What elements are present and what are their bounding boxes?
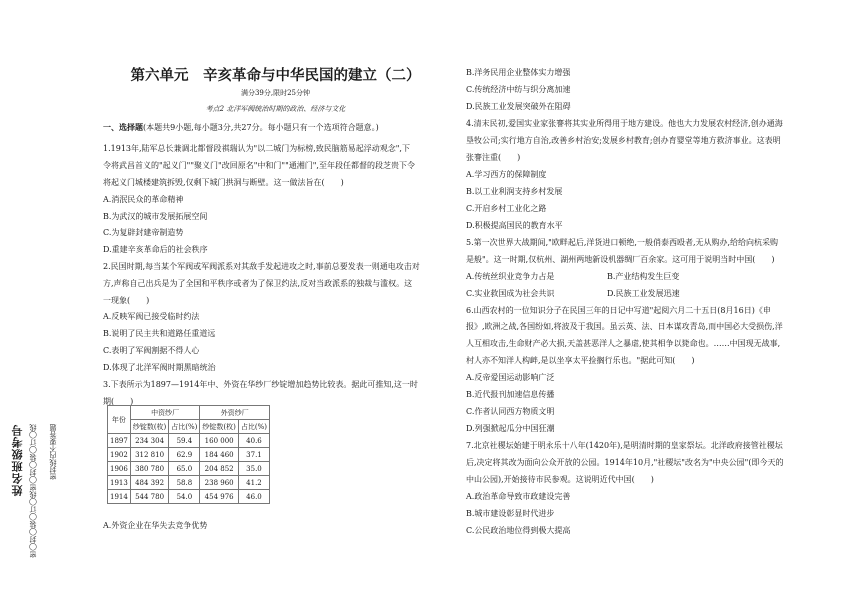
table-cell: 1902 xyxy=(108,448,131,462)
q5-option: D.民族工业发展迅速 xyxy=(607,289,680,298)
table-cell: 41.2 xyxy=(238,476,269,490)
page-title: 第六单元 辛亥革命与中华民国的建立（二） xyxy=(130,68,421,84)
table-cell: 35.0 xyxy=(238,462,269,476)
table-header-row xyxy=(108,406,270,420)
q5-line: 5.第一次世界大战期间,"欧畔起后,洋货进口顿绝,一般俏泰西殴者,无从购办,给给向杭采购 xyxy=(466,238,779,247)
q5-option: C.实业救国成为社会共识 xyxy=(466,289,555,298)
q6-option: B.近代报刊加速信息传播 xyxy=(466,390,555,399)
table-cell: 37.1 xyxy=(238,448,269,462)
q6-line: 人互相攻击,生命财产必大损,天盖甚恶洋人之暴虐,使其相争以毙命也。……中国现无战事, xyxy=(466,339,781,348)
q3-option: D.民族工业发展突破外在阻碍 xyxy=(466,102,571,111)
q4-line: 4.清末民初,爱国实业家张謇将其实业所得用于地方建设。他也大力发展农村经济,创办通海 xyxy=(466,119,783,128)
section-label: 一、选择题 xyxy=(103,123,143,132)
section-note: (本题共9小题,每小题3分,共27分。每小题只有一个选项符合题意。) xyxy=(143,123,379,132)
q2-option: A.反映军阀已接受临时约法 xyxy=(103,312,200,321)
table-header-cell: 占比(%) xyxy=(238,420,269,434)
table-row xyxy=(108,462,270,476)
table-cell: 1897 xyxy=(108,434,131,448)
table-cell: 380 780 xyxy=(130,462,168,476)
binding-margin xyxy=(8,424,68,604)
q3-option: C.传统经济中纺与织分离加速 xyxy=(466,85,571,94)
q1-option: B.为武汉的城市发展拓展空间 xyxy=(103,212,208,221)
table-header-cell: 占比(%) xyxy=(169,420,200,434)
q7-option: A.政治革命导致市政建设完善 xyxy=(466,492,571,501)
table-cell: 184 460 xyxy=(200,448,238,462)
q1-option: A.消泯民众的革命精神 xyxy=(103,195,184,204)
q3-option: A.外资企业在华失去竞争优势 xyxy=(103,521,208,530)
table-cell: 238 960 xyxy=(200,476,238,490)
q3-line: 期( ) xyxy=(103,397,134,406)
topic-line: 考点2 北洋军阀统治时期的政治、经济与文化 xyxy=(205,105,346,113)
table-row xyxy=(108,490,270,504)
table-cell: 204 852 xyxy=(200,462,238,476)
table-cell: 234 304 xyxy=(130,434,168,448)
table-row xyxy=(108,434,270,448)
q1-line: 令将武昌首义的"起义门""聚义门"改回原名"中和门""通湘门",至年段任都督的段芝贵下令 xyxy=(103,161,415,170)
student-info-label: 姓名班级考号 xyxy=(11,424,24,496)
table-header-cell: 中资纱厂 xyxy=(130,406,200,420)
q7-line: 后,决定将其改为面向公众开放的公园。1914年10月,"社稷坛"改名为"中央公园"(即今天的 xyxy=(466,458,784,467)
table-subheader-row xyxy=(108,420,270,434)
q5-option: B.产业结构发生巨变 xyxy=(607,272,680,281)
q4-option: D.积极提高国民的教育水平 xyxy=(466,221,563,230)
q3-line: 3.下表所示为1897—1914年中、外资在华纱厂纱锭增加趋势比较表。据此可推知,这一时 xyxy=(103,380,418,389)
q6-line: 村人亦不知洋人构衅,是以坐享太平捡搁行乐也。"据此可知( ) xyxy=(466,356,695,365)
seal-line: 密◯封◯装◯订◯线密◯封◯装◯订◯线 xyxy=(29,424,37,558)
q7-option: B.城市建设彰显时代进步 xyxy=(466,509,555,518)
q2-line: 一现象( ) xyxy=(103,296,150,305)
table-cell: 54.0 xyxy=(169,490,200,504)
q5-option: A.传统丝织业竞争力占是 xyxy=(466,272,555,281)
q6-option: D.列强掀起瓜分中国狂潮 xyxy=(466,424,555,433)
table-cell: 1914 xyxy=(108,490,131,504)
table-cell: 160 000 xyxy=(200,434,238,448)
q1-option: D.重建辛亥革命后的社会秩序 xyxy=(103,245,208,254)
seal-note: 密封线内不要答题 xyxy=(49,424,57,480)
q5-line: 是般"。这一时期,仅杭州、湖州两地新设机器绸厂百余家。这可用于说明当时中国( ) xyxy=(466,255,775,264)
q7-line: 中山公园),开始接待市民参观。这说明近代中国( ) xyxy=(466,475,654,484)
q1-line: 将起义门城楼建筑拆毁,仅剩下城门拱洞与断壁。这一做法旨在( ) xyxy=(103,178,344,187)
q6-line: 报》,欧洲之战,各国纷如,将波及于我国。虽云英、法、日本谋攻青岛,而中国必大受损伤,洋 xyxy=(466,322,783,331)
table-cell: 58.8 xyxy=(169,476,200,490)
q2-line: 2.民国时期,每当某个军阀或军阀派系对其敌手发起进攻之时,事前总要发表一则通电攻击对 xyxy=(103,262,420,271)
q4-option: C.开启乡村工业化之路 xyxy=(466,204,547,213)
q1-option: C.为复辟封建帝制造势 xyxy=(103,228,184,237)
q2-option: D.体现了北洋军阀时期黑暗统治 xyxy=(103,363,216,372)
q2-option: B.说明了民主共和道路任重道远 xyxy=(103,329,216,338)
table-cell: 1906 xyxy=(108,462,131,476)
q7-line: 7.北京社稷坛始建于明永乐十八年(1420年),是明清时期的皇家祭坛。北洋政府接管社稷坛 xyxy=(466,441,783,450)
table-cell: 1913 xyxy=(108,476,131,490)
q2-line: 方,声称自己出兵是为了全国和平秩序或者为了保卫约法,反对当政派系的独裁与滥权。这 xyxy=(103,279,413,288)
spindle-table xyxy=(107,405,270,504)
table-cell: 544 780 xyxy=(130,490,168,504)
table-header-cell: 外资纱厂 xyxy=(200,406,270,420)
section-heading xyxy=(103,123,379,133)
table-cell: 65.0 xyxy=(169,462,200,476)
q4-line: 张謇注重( ) xyxy=(466,153,521,162)
table-cell: 312 810 xyxy=(130,448,168,462)
q7-option: C.公民政治地位得到极大提高 xyxy=(466,526,571,535)
table-cell: 59.4 xyxy=(169,434,200,448)
table-cell: 484 392 xyxy=(130,476,168,490)
q4-option: B.以工业利润支持乡村发展 xyxy=(466,187,563,196)
table-cell: 454 976 xyxy=(200,490,238,504)
q6-option: A.反帝爱国运动影响广泛 xyxy=(466,373,555,382)
q6-line: 6.山西农村的一位知识分子在民国三年的日记中写道"起阅六月二十五日(8月16日)《申 xyxy=(466,306,771,315)
q1-line: 1.1913年,陆军总长兼调北都督段祺瑞认为"以二城门为标榜,致民脑筋易起浮动观念",下 xyxy=(103,144,410,153)
table-header-cell: 纱锭数(枚) xyxy=(200,420,238,434)
table-row xyxy=(108,448,270,462)
q4-option: A.学习西方的保障制度 xyxy=(466,170,547,179)
table-cell: 46.0 xyxy=(238,490,269,504)
table-cell: 40.6 xyxy=(238,434,269,448)
q2-option: C.表明了军阀割据不得人心 xyxy=(103,346,200,355)
table-header-cell: 年份 xyxy=(108,406,131,434)
score-time-info: 满分39分,限时25分钟 xyxy=(240,89,311,97)
table-header-cell: 纱锭数(枚) xyxy=(130,420,168,434)
q3-option: B.洋务民用企业整体实力增强 xyxy=(466,68,571,77)
q4-line: 垦牧公司;实行地方自治,改善乡村治安;发展乡村教育;创办育婴堂等地方救济事业。这表明 xyxy=(466,136,781,145)
q6-option: C.作者认同西方物质文明 xyxy=(466,407,555,416)
table-cell: 62.9 xyxy=(169,448,200,462)
table-row xyxy=(108,476,270,490)
